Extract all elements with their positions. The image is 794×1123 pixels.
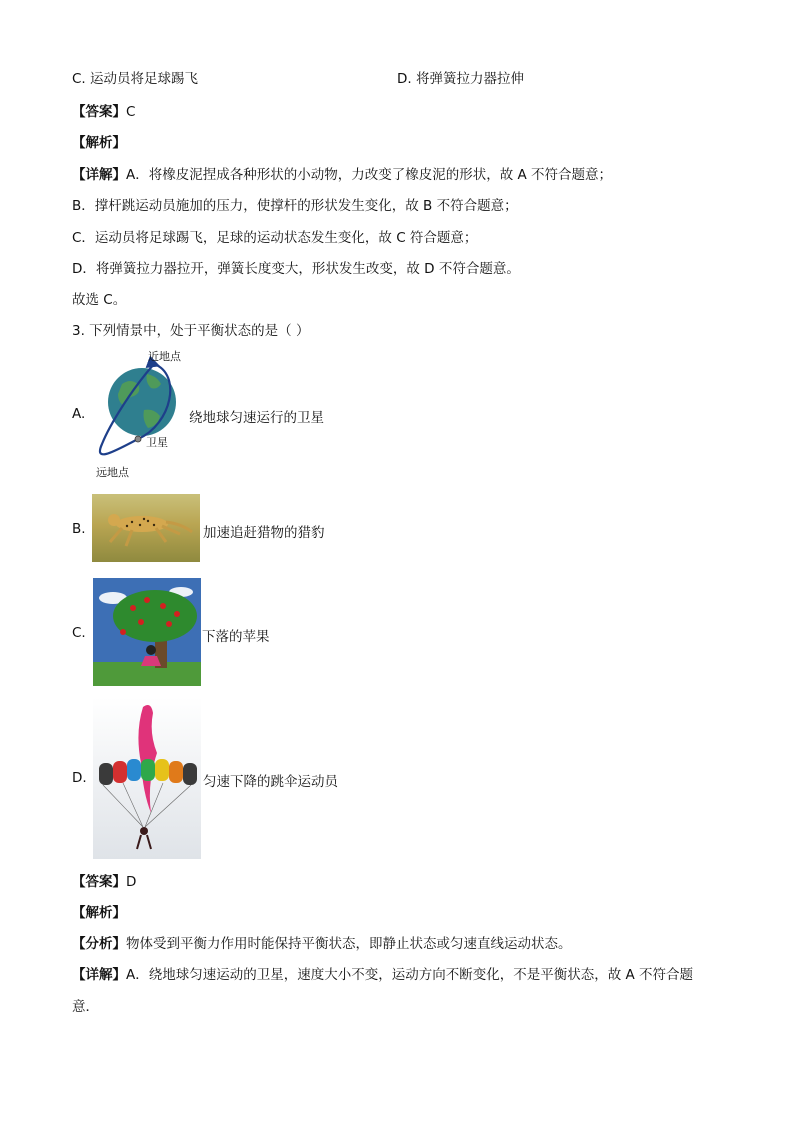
q2-answer bbox=[72, 100, 135, 120]
option-c-text: 下落的苹果 bbox=[202, 629, 270, 645]
apple-tree-icon bbox=[93, 578, 201, 686]
option-d-label: D. bbox=[72, 770, 87, 786]
q2-detail-line-c: C．运动员将足球踢飞，足球的运动状态发生变化，故 C 符合题意； bbox=[72, 230, 478, 246]
q3-detail-continued: 意． bbox=[72, 999, 99, 1015]
option-d-text: 匀速下降的跳伞运动员 bbox=[203, 774, 338, 790]
cheetah-icon bbox=[92, 494, 200, 562]
detail-tag: 【详解】 bbox=[72, 167, 126, 183]
fenxi-text: 物体受到平衡力作用时能保持平衡状态，即静止状态或匀速直线运动状态。 bbox=[126, 936, 572, 952]
answer-tag: 【答案】 bbox=[72, 104, 126, 120]
parachutist-icon bbox=[93, 697, 201, 859]
option-b-label: B. bbox=[72, 521, 86, 537]
option-a-text: 绕地球匀速运行的卫星 bbox=[189, 410, 324, 426]
answer-value: C bbox=[126, 104, 136, 120]
fenxi-tag: 【分析】 bbox=[72, 936, 126, 952]
option-d-text: D. 将弹簧拉力器拉伸 bbox=[397, 71, 524, 87]
q2-conclusion: 故选 C。 bbox=[72, 292, 127, 308]
q3-detail bbox=[72, 963, 693, 983]
q3-fenxi bbox=[72, 932, 572, 952]
answer-value: D bbox=[126, 874, 137, 890]
falling-apple-icon bbox=[120, 629, 126, 635]
cheetah-photo bbox=[92, 494, 200, 562]
satellite-label: 卫星 bbox=[146, 436, 168, 449]
q2-analysis-tag: 【解析】 bbox=[72, 135, 126, 151]
apple-tree-picture bbox=[93, 578, 201, 686]
option-c-label: C. bbox=[72, 625, 86, 641]
apogee-label: 远地点 bbox=[96, 466, 129, 479]
option-b-text: 加速追赶猎物的猎豹 bbox=[203, 525, 325, 541]
q2-detail-line-a bbox=[72, 163, 612, 183]
q2-detail-line-b: B．撑杆跳运动员施加的压力，使撑杆的形状发生变化，故 B 不符合题意； bbox=[72, 198, 518, 214]
answer-tag: 【答案】 bbox=[72, 874, 126, 890]
q3-answer bbox=[72, 870, 136, 890]
detail-tag: 【详解】 bbox=[72, 967, 126, 983]
detail-text: A．将橡皮泥捏成各种形状的小动物，力改变了橡皮泥的形状，故 A 不符合题意； bbox=[126, 167, 613, 183]
orbit-diagram bbox=[92, 344, 192, 484]
parachute-photo bbox=[93, 697, 201, 859]
option-c-text: C. 运动员将足球踢飞 bbox=[72, 71, 199, 87]
q2-detail-line-d: D．将弹簧拉力器拉开，弹簧长度变大，形状发生改变，故 D 不符合题意。 bbox=[72, 261, 520, 277]
satellite-orbit-figure bbox=[92, 344, 192, 484]
detail-text: A．绕地球匀速运动的卫星，速度大小不变，运动方向不断变化，不是平衡状态，故 A 不符合题 bbox=[126, 967, 694, 983]
q3-stem: 3. 下列情景中，处于平衡状态的是（ ） bbox=[72, 323, 310, 339]
satellite-icon bbox=[135, 436, 141, 442]
perigee-label: 近地点 bbox=[148, 350, 181, 363]
option-a-label: A. bbox=[72, 406, 86, 422]
q3-analysis-tag: 【解析】 bbox=[72, 905, 126, 921]
